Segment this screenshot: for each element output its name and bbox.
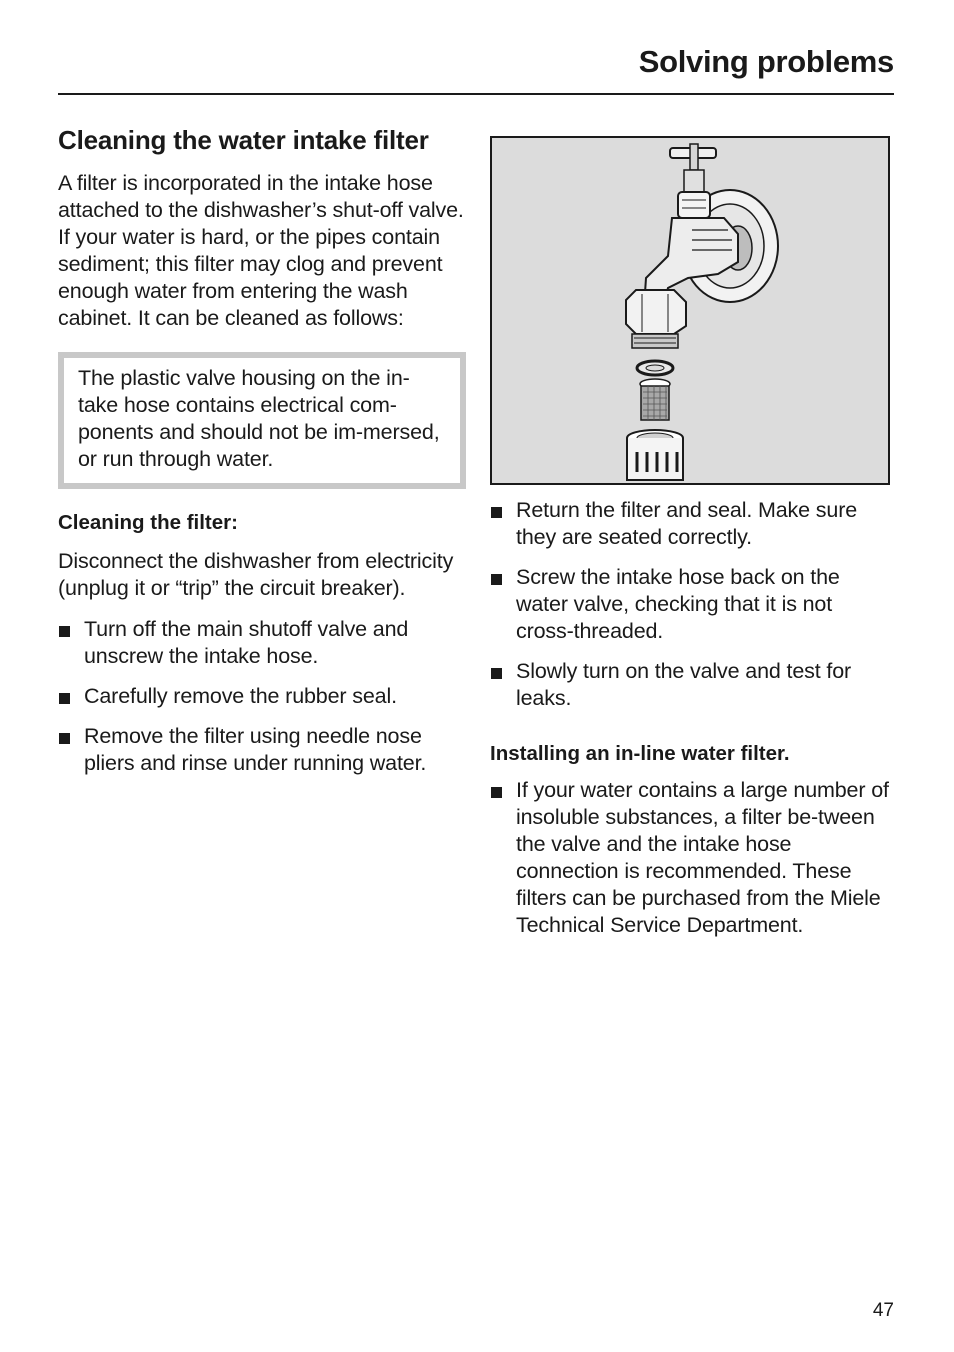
left-column (58, 125, 466, 790)
square-bullet-icon (491, 787, 502, 798)
inline-filter-list (490, 777, 895, 939)
list-item-text: If your water contains a large number of insoluble substances, a filter be-tween the valve and the intake hose connection is recommended. These filters can be purchased from the Miele Technical Service Department. (516, 777, 889, 937)
list-item (490, 658, 895, 712)
list-item (490, 564, 895, 645)
list-item (58, 723, 466, 777)
cleaning-filter-subheading: Cleaning the filter: (58, 511, 238, 535)
page-number: 47 (872, 1300, 894, 1321)
intro-paragraph: A filter is incorporated in the intake hose attached to the dishwasher’s shut-off valve. If your water is hard, or the pipes contain sediment; this filter may clog and prevent enough water from entering the wash cabinet. It can be cleaned as follows: (58, 171, 464, 331)
list-item (58, 616, 466, 670)
square-bullet-icon (59, 693, 70, 704)
header-divider (58, 93, 894, 95)
square-bullet-icon (59, 626, 70, 637)
list-item-text: Slowly turn on the valve and test for leaks. (516, 659, 852, 710)
square-bullet-icon (491, 668, 502, 679)
inline-filter-subheading: Installing an in-line water filter. (490, 742, 790, 765)
cleaning-steps-list (58, 616, 466, 777)
disconnect-paragraph: Disconnect the dishwasher from electricity (unplug it or “trip” the circuit breaker). (58, 548, 454, 600)
water-valve-icon (492, 138, 888, 483)
square-bullet-icon (491, 574, 502, 585)
warning-text: The plastic valve housing on the in-take hose contains electrical com-ponents and should not be im-mersed, or run through water. (78, 366, 440, 472)
right-column (490, 136, 895, 952)
square-bullet-icon (59, 733, 70, 744)
list-item-text: Carefully remove the rubber seal. (84, 683, 397, 708)
page-section-title: Solving problems (638, 44, 894, 79)
list-item-text: Remove the filter using needle nose pliers and rinse under running water. (84, 723, 427, 775)
list-item-text: Return the filter and seal. Make sure they are seated correctly. (516, 498, 858, 549)
list-item (58, 683, 466, 710)
section-heading: Cleaning the water intake filter (58, 125, 429, 155)
list-item-text: Screw the intake hose back on the water valve, checking that it is not cross-threaded. (516, 565, 840, 643)
square-bullet-icon (491, 507, 502, 518)
list-item (490, 497, 895, 551)
list-item-text: Turn off the main shutoff valve and unscrew the intake hose. (84, 616, 409, 668)
water-valve-illustration (490, 136, 890, 485)
reassembly-steps-list (490, 497, 895, 712)
list-item (490, 777, 895, 939)
warning-box (58, 352, 466, 489)
